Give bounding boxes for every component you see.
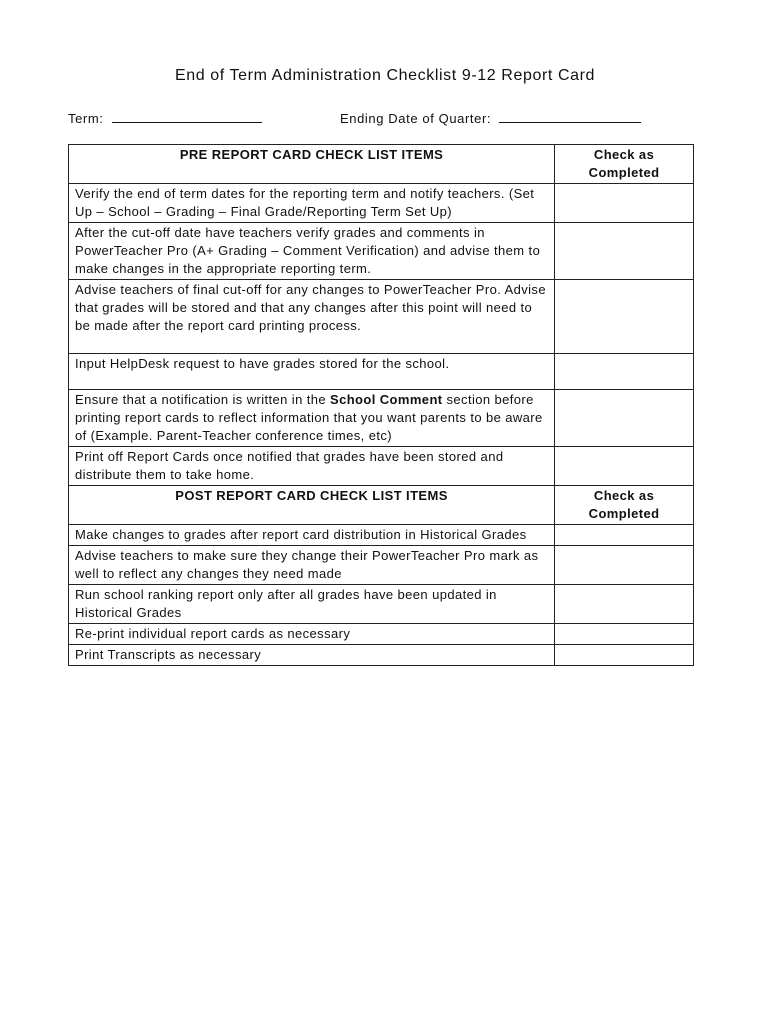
checklist-item: Run school ranking report only after all grades have been updated in Historical Grades [69,585,555,624]
table-row [69,184,694,223]
checklist-table [68,144,694,666]
checklist-item: Re-print individual report cards as necessary [69,624,555,645]
table-row [69,525,694,546]
pre-check-header: Check as Completed [555,145,694,184]
post-check-header: Check as Completed [555,486,694,525]
term-field [68,110,262,126]
item-text-after: section before printing report cards to reflect information that you want parents to be aware of (Example. Parent-Teacher conference times, etc) [75,392,543,443]
checklist-item: Advise teachers to make sure they change their PowerTeacher Pro mark as well to reflect any changes they need made [69,546,555,585]
check-cell[interactable] [555,525,694,546]
table-row [69,223,694,280]
pre-section-header-row [69,145,694,184]
table-row [69,624,694,645]
school-comment-emphasis: School Comment [330,392,443,407]
check-cell[interactable] [555,645,694,666]
post-section-header: POST REPORT CARD CHECK LIST ITEMS [69,486,555,525]
check-cell[interactable] [555,546,694,585]
check-cell[interactable] [555,390,694,447]
checklist-item: Verify the end of term dates for the reporting term and notify teachers. (Set Up – School – Grading – Final Grade/Reporting Term Set Up) [69,184,555,223]
checklist-item: Print Transcripts as necessary [69,645,555,666]
check-cell[interactable] [555,354,694,390]
checklist-item: Print off Report Cards once notified that grades have been stored and distribute them to take home. [69,447,555,486]
check-cell[interactable] [555,184,694,223]
check-cell[interactable] [555,624,694,645]
check-cell[interactable] [555,585,694,624]
table-row [69,354,694,390]
checklist-item: Advise teachers of final cut-off for any changes to PowerTeacher Pro. Advise that grades will be stored and that any changes after this point will need to be made after the report card printing process. [69,280,555,354]
document-title: End of Term Administration Checklist 9-12 Report Card [174,67,596,84]
check-cell[interactable] [555,447,694,486]
ending-date-label: Ending Date of Quarter: [340,111,492,126]
ending-date-blank-line[interactable] [499,110,641,123]
table-row [69,645,694,666]
checklist-item: After the cut-off date have teachers verify grades and comments in PowerTeacher Pro (A+ Grading – Comment Verification) and advise them to make changes in the appropriate reporting term. [69,223,555,280]
item-text-before: Ensure that a notification is written in the [75,392,331,407]
table-row [69,546,694,585]
term-blank-line[interactable] [112,110,262,123]
table-row [69,585,694,624]
post-section-header-row [69,486,694,525]
pre-section-header: PRE REPORT CARD CHECK LIST ITEMS [69,145,555,184]
table-row [69,390,694,447]
checklist-item [69,390,555,447]
checklist-item: Input HelpDesk request to have grades stored for the school. [69,354,555,390]
check-cell[interactable] [555,280,694,354]
table-row [69,447,694,486]
ending-date-field [340,110,641,126]
table-row [69,280,694,354]
checklist-item: Make changes to grades after report card distribution in Historical Grades [69,525,555,546]
term-label: Term: [68,111,104,126]
check-cell[interactable] [555,223,694,280]
